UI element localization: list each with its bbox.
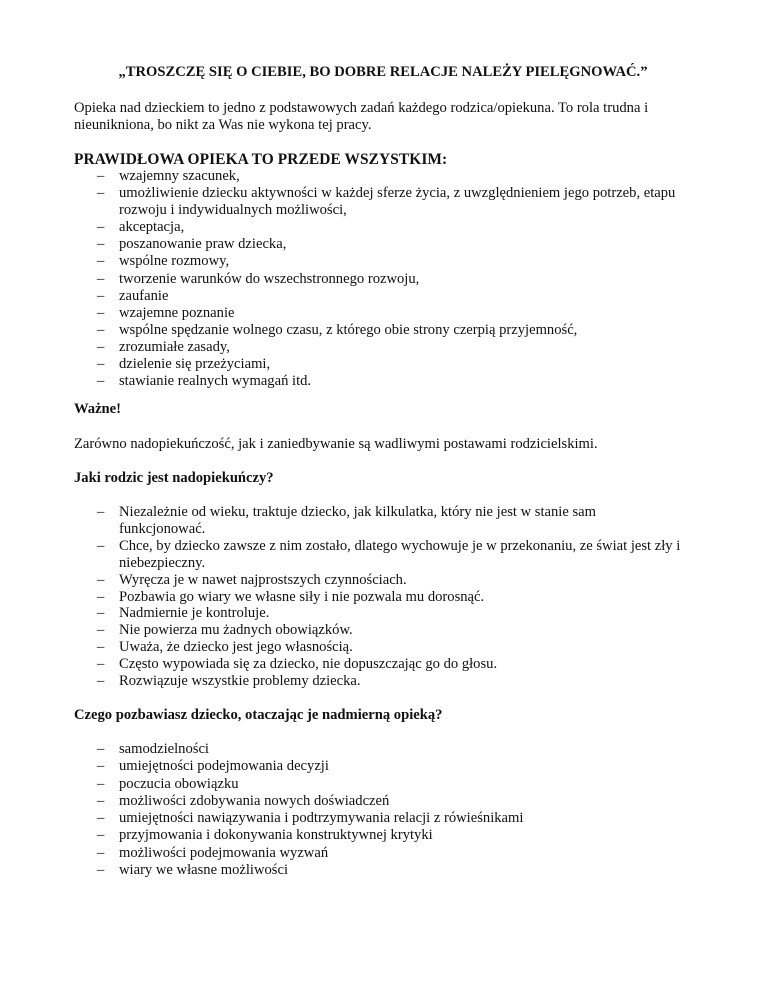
dash-bullet: – (97, 605, 105, 622)
list-item (74, 504, 659, 538)
list-item (74, 288, 702, 305)
list-item-text: zaufanie (119, 287, 169, 304)
list-item-text: umiejętności podejmowania decyzji (119, 758, 329, 775)
list-item (74, 219, 702, 236)
list-item (74, 356, 702, 373)
intro-paragraph (74, 100, 702, 134)
list-item-text: Chce, by dziecko zawsze z nim zostało, dlatego wychowuje je w przekonaniu, ze świat jest zły i niebezpieczny. (119, 537, 681, 571)
list-item-text: Nadmiernie je kontroluje. (119, 605, 270, 622)
dash-bullet: – (97, 844, 105, 861)
section-proper-care (74, 151, 702, 390)
dash-bullet: – (97, 356, 105, 373)
list-item-text: tworzenie warunków do wszechstronnego rozwoju, (119, 270, 420, 287)
list-item (74, 605, 702, 622)
list-item-text: wspólne spędzanie wolnego czasu, z którego obie strony czerpią przyjemność, (119, 321, 578, 338)
list-item (74, 810, 702, 827)
list-item (74, 793, 702, 810)
deprivation-list (74, 741, 702, 879)
dash-bullet: – (97, 827, 105, 844)
overprotective-list-block (74, 504, 702, 690)
list-item (74, 622, 702, 639)
list-item (74, 271, 702, 288)
list-item-text: Uważa, że dziecko jest jego własnością. (119, 639, 353, 656)
dash-bullet: – (97, 321, 105, 338)
dash-bullet: – (97, 253, 105, 270)
intro-text: Opieka nad dzieckiem to jedno z podstawowych zadań każdego rodzica/opiekuna. To rola trudna i nieunikniona, bo nikt za Was nie wykona tej pracy. (74, 100, 649, 133)
dash-bullet: – (97, 758, 105, 775)
list-item-text: poszanowanie praw dziecka, (119, 236, 287, 253)
section-deprivation-heading: Czego pozbawiasz dziecko, otaczając je nadmierną opieką? (74, 707, 443, 723)
dash-bullet: – (97, 236, 105, 253)
list-item (74, 572, 702, 589)
important-paragraph (74, 436, 702, 453)
list-item (74, 862, 702, 879)
list-item-text: wspólne rozmowy, (119, 253, 230, 270)
list-item-text: możliwości podejmowania wyzwań (119, 844, 329, 861)
list-item (74, 741, 702, 758)
list-item (74, 776, 702, 793)
list-item-text: Rozwiązuje wszystkie problemy dziecka. (119, 673, 361, 690)
list-item-text: poczucia obowiązku (119, 775, 239, 792)
list-item (74, 322, 702, 339)
dash-bullet: – (97, 673, 105, 690)
list-item (74, 827, 702, 844)
section-deprivation (74, 707, 702, 724)
dash-bullet: – (97, 571, 105, 588)
list-item-text: możliwości zdobywania nowych doświadczeń (119, 792, 390, 809)
list-item-text: akceptacja, (119, 219, 185, 236)
dash-bullet: – (97, 792, 105, 809)
dash-bullet: – (97, 775, 105, 792)
list-item (74, 639, 702, 656)
list-item (74, 305, 702, 322)
list-item-text: zrozumiałe zasady, (119, 338, 230, 355)
document-title: „TROSZCZĘ SIĘ O CIEBIE, BO DOBRE RELACJE NALEŻY PIELĘGNOWAĆ.” (118, 64, 648, 80)
dash-bullet: – (97, 741, 105, 757)
list-item (74, 168, 702, 185)
dash-bullet: – (97, 304, 105, 321)
dash-bullet: – (97, 168, 105, 184)
important-text: Zarówno nadopiekuńczość, jak i zaniedbywanie są wadliwymi postawami rodzicielskimi. (74, 436, 598, 452)
list-item-text: umożliwienie dziecku aktywności w każdej sferze życia, z uwzględnieniem jego potrzeb, etapu rozwoju i indywidualnych możliwości, (119, 185, 676, 219)
important-note (74, 401, 702, 418)
dash-bullet: – (97, 287, 105, 304)
list-item-text: przyjmowania i dokonywania konstruktywnej krytyki (119, 827, 433, 844)
list-item-text: wiary we własne możliwości (119, 862, 288, 879)
list-item-text: Często wypowiada się za dziecko, nie dopuszczając go do głosu. (119, 656, 498, 673)
dash-bullet: – (97, 537, 105, 554)
list-item (74, 236, 702, 253)
list-item (74, 339, 702, 356)
list-item (74, 589, 702, 606)
list-item-text: stawianie realnych wymagań itd. (119, 373, 312, 390)
dash-bullet: – (97, 270, 105, 287)
important-heading: Ważne! (74, 401, 122, 417)
list-item-text: umiejętności nawiązywania i podtrzymywania relacji z rówieśnikami (119, 810, 524, 827)
dash-bullet: – (97, 373, 105, 390)
dash-bullet: – (97, 622, 105, 639)
list-item-text: Nie powierza mu żadnych obowiązków. (119, 622, 353, 639)
dash-bullet: – (97, 639, 105, 656)
dash-bullet: – (97, 504, 105, 520)
list-item (74, 656, 702, 673)
dash-bullet: – (97, 862, 105, 879)
list-item (74, 538, 689, 572)
list-item-text: Pozbawia go wiary we własne siły i nie pozwala mu dorosnąć. (119, 588, 485, 605)
proper-care-list (74, 168, 702, 390)
dash-bullet: – (97, 810, 105, 827)
list-item-text: Wyręcza je w nawet najprostszych czynnościach. (119, 571, 407, 588)
dash-bullet: – (97, 219, 105, 236)
list-item (74, 673, 702, 690)
list-item (74, 758, 702, 775)
list-item (74, 253, 702, 270)
dash-bullet: – (97, 185, 105, 202)
section-proper-care-heading: PRAWIDŁOWA OPIEKA TO PRZEDE WSZYSTKIM: (74, 151, 448, 168)
dash-bullet: – (97, 656, 105, 673)
list-item (74, 373, 702, 390)
list-item (74, 845, 702, 862)
overprotective-list (74, 504, 702, 690)
section-overprotective (74, 470, 702, 487)
dash-bullet: – (97, 338, 105, 355)
list-item-text: wzajemny szacunek, (119, 168, 240, 184)
list-item-text: Niezależnie od wieku, traktuje dziecko, jak kilkulatka, który nie jest w stanie sam funkcjonować. (119, 504, 596, 537)
section-overprotective-heading: Jaki rodzic jest nadopiekuńczy? (74, 470, 274, 486)
deprivation-list-block (74, 741, 702, 879)
list-item-text: samodzielności (119, 741, 209, 757)
list-item-text: wzajemne poznanie (119, 304, 235, 321)
dash-bullet: – (97, 588, 105, 605)
list-item-text: dzielenie się przeżyciami, (119, 356, 271, 373)
list-item (74, 185, 679, 219)
